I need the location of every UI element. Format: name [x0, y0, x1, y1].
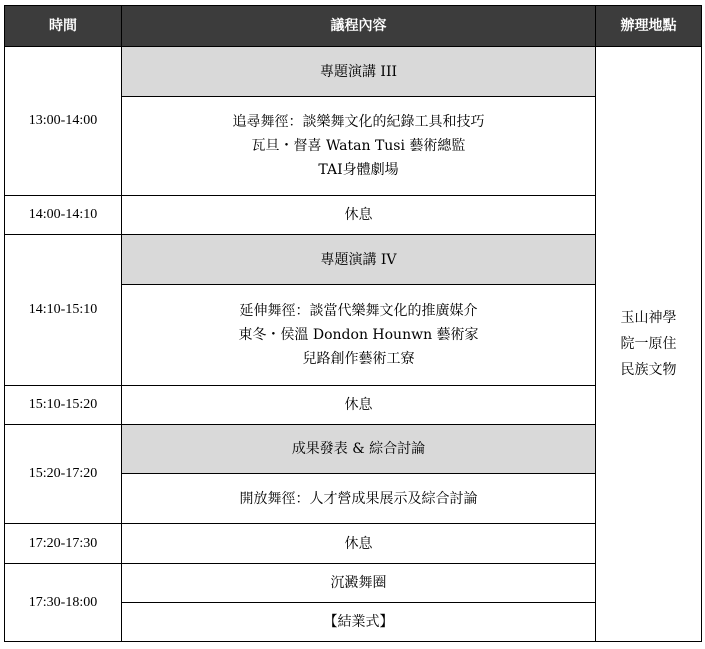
time-cell: 15:10-15:20	[5, 386, 122, 425]
agenda-table	[4, 5, 702, 642]
time-cell: 17:30-18:00	[5, 564, 122, 642]
session-org: 兒路創作藝術工寮	[302, 351, 415, 367]
table-row	[5, 47, 702, 97]
time-cell: 13:00-14:00	[5, 47, 122, 196]
session-org: TAI身體劇場	[318, 162, 399, 178]
header-row	[5, 6, 702, 47]
session-topic: 追尋舞徑：談樂舞文化的紀錄工具和技巧	[232, 114, 485, 130]
agenda-table-container	[4, 5, 701, 642]
session-title: 成果發表 & 綜合討論	[122, 425, 596, 474]
venue-line: 院一原住	[620, 336, 677, 352]
session-topic: 延伸舞徑：談當代樂舞文化的推廣媒介	[239, 303, 478, 319]
session-title: 專題演講 IV	[122, 235, 596, 285]
break-cell: 休息	[122, 524, 596, 564]
header-venue: 辦理地點	[596, 6, 702, 47]
venue-line: 民族文物	[620, 362, 677, 378]
break-cell: 休息	[122, 196, 596, 235]
session-content	[122, 285, 596, 386]
session-title: 專題演講 III	[122, 47, 596, 97]
break-cell: 休息	[122, 386, 596, 425]
time-cell: 14:00-14:10	[5, 196, 122, 235]
header-agenda: 議程內容	[122, 6, 596, 47]
time-cell: 17:20-17:30	[5, 524, 122, 564]
header-time: 時間	[5, 6, 122, 47]
venue-line: 玉山神學	[620, 310, 677, 326]
time-cell: 15:20-17:20	[5, 425, 122, 524]
session-content: 開放舞徑：人才營成果展示及綜合討論	[122, 474, 596, 524]
venue-cell	[596, 47, 702, 642]
closing-item: 沉澱舞圈	[122, 564, 596, 603]
session-speaker: 東冬・侯溫 Dondon Hounwn 藝術家	[238, 327, 479, 343]
session-speaker: 瓦旦・督喜 Watan Tusi 藝術總監	[251, 138, 466, 154]
closing-ceremony: 【結業式】	[122, 603, 596, 642]
session-content	[122, 97, 596, 196]
time-cell: 14:10-15:10	[5, 235, 122, 386]
